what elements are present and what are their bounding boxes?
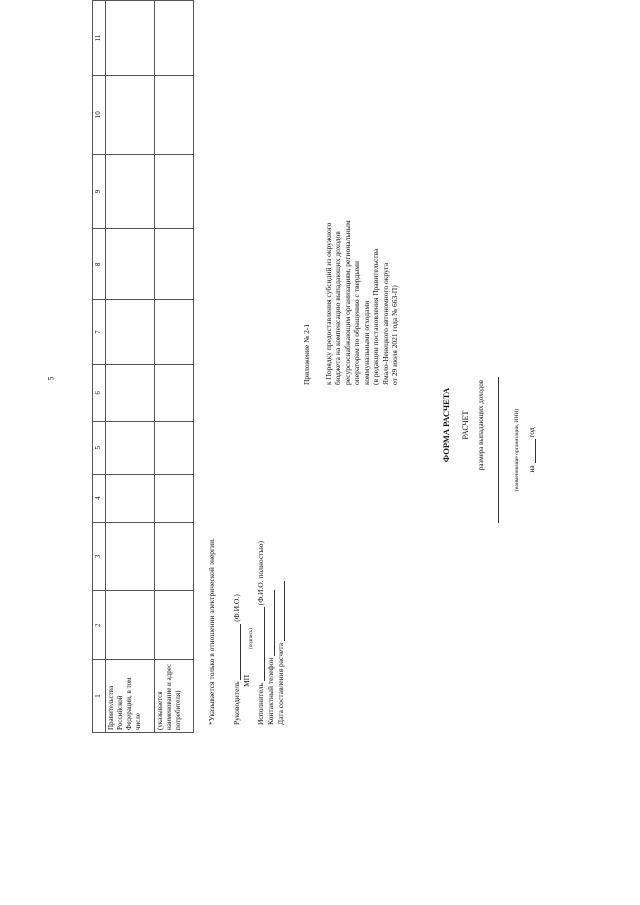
phone-row — [266, 590, 275, 725]
table-cell[interactable] — [106, 365, 155, 422]
column-number: 3 — [93, 522, 106, 591]
column-number: 4 — [93, 474, 106, 522]
column-number: 1 — [93, 660, 106, 733]
table-cell[interactable] — [106, 300, 155, 365]
executor-fio: (Ф.И.О. полностью) — [256, 541, 265, 606]
row-label-cell — [155, 660, 194, 733]
period-suffix: год — [527, 427, 536, 438]
table-cell[interactable] — [106, 522, 155, 591]
appendix-line: Ямало-Ненецкого автономного округа — [380, 262, 390, 385]
table-cell[interactable] — [155, 522, 194, 591]
head-fio: (Ф.И.О.) — [232, 594, 241, 622]
table-cell[interactable] — [106, 75, 155, 154]
row-label: Правительства Российской Федерации, в том числе — [107, 677, 142, 730]
date-line[interactable] — [276, 581, 285, 641]
table-cell[interactable] — [106, 154, 155, 229]
column-number: 2 — [93, 591, 106, 660]
table-cell[interactable] — [155, 300, 194, 365]
executor-label: Исполнитель — [256, 683, 265, 725]
appendix-line: от 29 июля 2021 года № 663-П) — [390, 285, 399, 385]
appendix-line: к Порядку предоставления субсидий из окружного — [323, 222, 333, 385]
stamp-label: МП — [242, 674, 251, 687]
head-label: Руководитель — [232, 681, 241, 725]
column-number: 11 — [93, 1, 106, 76]
table-cell[interactable] — [155, 75, 194, 154]
column-number: 9 — [93, 154, 106, 229]
table-row — [155, 1, 194, 733]
year-line[interactable] — [527, 439, 536, 463]
table-cell[interactable] — [155, 365, 194, 422]
table-cell[interactable] — [106, 229, 155, 300]
date-row — [276, 581, 285, 725]
executor-signature-row — [256, 541, 265, 725]
appendix-block — [302, 125, 400, 385]
table-cell[interactable] — [155, 229, 194, 300]
appendix-line: коммунальными отходами — [361, 300, 371, 385]
table-cell[interactable] — [155, 474, 194, 522]
column-number: 7 — [93, 300, 106, 365]
form-title: ФОРМА РАСЧЕТА — [441, 387, 451, 463]
table-row — [106, 1, 155, 733]
phone-label: Контактный телефон — [266, 657, 275, 725]
row-label: (указывается наименование и адрес потребителя) — [156, 663, 182, 730]
period-prefix: на — [527, 465, 536, 473]
organization-line[interactable] — [498, 377, 499, 523]
table-cell[interactable] — [155, 154, 194, 229]
row-label-cell — [106, 660, 155, 733]
calc-subtitle: размера выпадающих доходов — [477, 379, 485, 471]
column-number: 6 — [93, 365, 106, 422]
table-cell[interactable] — [106, 591, 155, 660]
appendix-line: бюджета на компенсацию выпадающих доходов — [333, 231, 342, 385]
column-number: 5 — [93, 421, 106, 474]
executor-sign-line[interactable] — [256, 607, 265, 681]
table-cell[interactable] — [106, 421, 155, 474]
calc-title: РАСЧЕТ — [461, 410, 470, 440]
period-row — [527, 377, 536, 523]
column-number: 8 — [93, 229, 106, 300]
appendix-line: ресурсоснабжающим организациям, региональным — [342, 220, 352, 385]
table-cell[interactable] — [155, 421, 194, 474]
phone-line[interactable] — [266, 590, 275, 656]
column-number: 10 — [93, 75, 106, 154]
sign-hint: (подпись) — [249, 628, 254, 649]
appendix-line: (в редакции постановления Правительства — [371, 248, 380, 385]
appendix-line: операторам по обращению с твердыми — [352, 260, 361, 385]
page-number: 5 — [46, 376, 56, 381]
table-header-row — [93, 1, 106, 733]
data-table — [92, 0, 194, 733]
table-cell[interactable] — [155, 591, 194, 660]
head-signature-row — [232, 594, 241, 725]
appendix-title: Приложение № 2-1 — [302, 323, 311, 385]
table-cell[interactable] — [155, 1, 194, 76]
date-label: Дата составления расчета — [276, 642, 285, 725]
footnote: *Указывается только в отношении электрической энергии. — [207, 537, 216, 725]
table-cell[interactable] — [106, 474, 155, 522]
head-sign-line[interactable] — [232, 624, 241, 680]
table-cell[interactable] — [106, 1, 155, 76]
organization-label: (наименование организации, ИНН) — [514, 408, 520, 492]
